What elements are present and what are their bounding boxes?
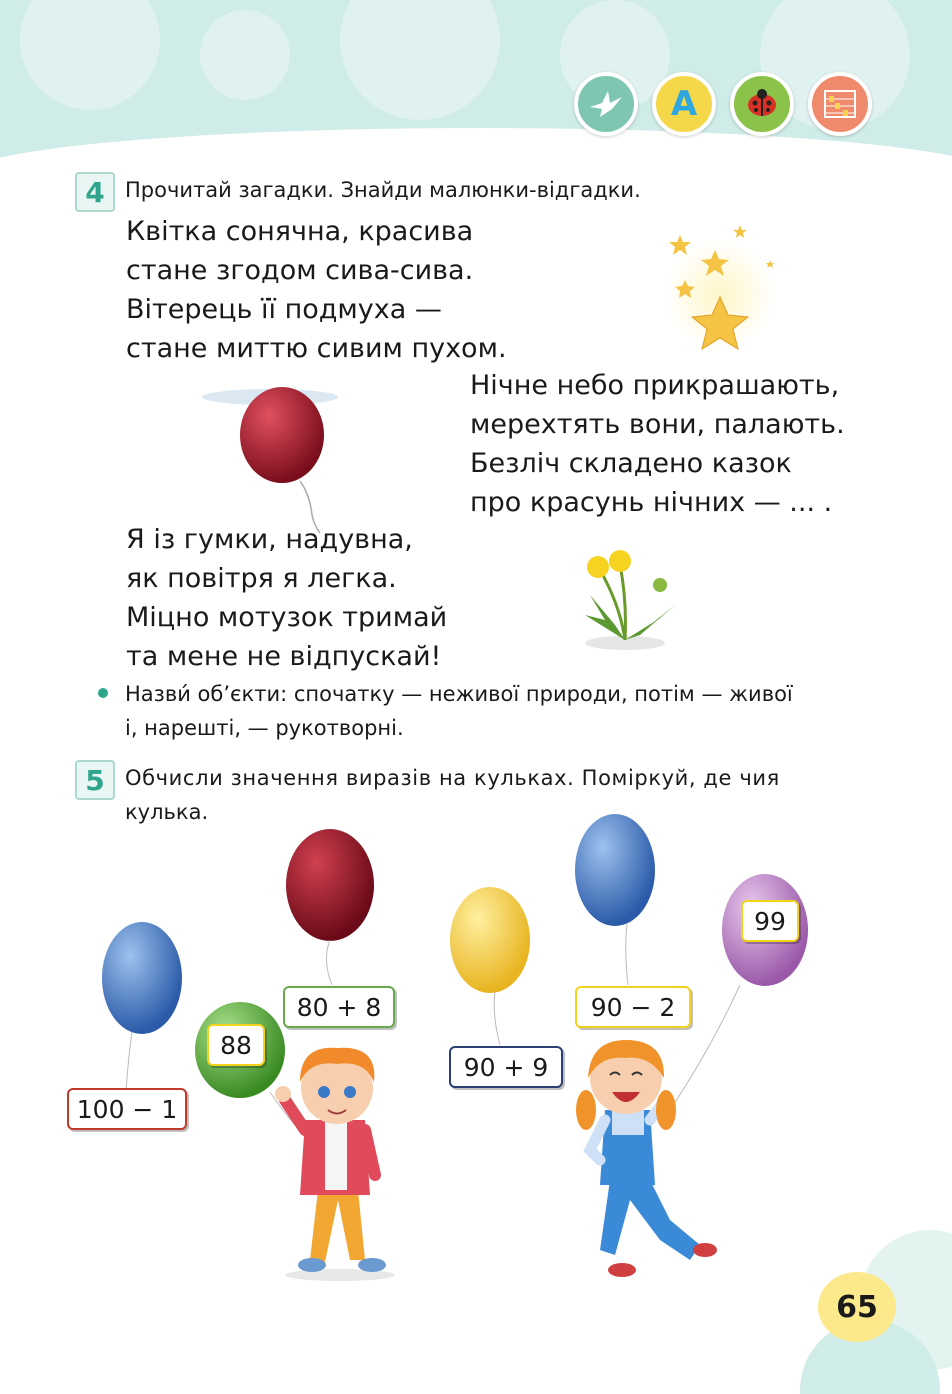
boy-illustration bbox=[275, 1048, 395, 1281]
poem-line: Міцно мотузок тримай bbox=[126, 602, 448, 633]
poem-line: як повітря я легка. bbox=[126, 563, 397, 594]
poem-line: мерехтять вони, палають. bbox=[470, 409, 845, 440]
balloon-picture bbox=[200, 385, 340, 535]
poem-line: стане згодом сива-сива. bbox=[126, 255, 474, 286]
page-number: 65 bbox=[818, 1272, 896, 1342]
riddle-dandelion bbox=[126, 212, 507, 368]
task-number: 4 bbox=[75, 172, 115, 212]
poem-line: про красунь нічних — ... . bbox=[470, 487, 833, 518]
riddle-balloon bbox=[126, 520, 447, 676]
task-instruction: Обчисли значення виразів на кульках. Поміркуй, де чия bbox=[125, 766, 780, 790]
expression-card: 80 + 8 bbox=[283, 986, 395, 1028]
bullet-text-line: і, нарешті, — рукотворні. bbox=[125, 716, 404, 740]
balloon-yellow bbox=[450, 887, 530, 993]
balloon-blue-right bbox=[575, 814, 655, 926]
stars-picture bbox=[660, 215, 780, 360]
task-instruction: кулька. bbox=[125, 800, 209, 824]
girl-illustration bbox=[576, 1040, 717, 1277]
abacus-icon bbox=[808, 72, 872, 136]
poem-line: Вітерець її подмуха — bbox=[126, 294, 442, 325]
poem-line: стане миттю сивим пухом. bbox=[126, 333, 507, 364]
letter-a-glyph: A bbox=[670, 84, 698, 124]
expression-card: 90 + 9 bbox=[449, 1046, 563, 1088]
decor-bubble bbox=[200, 10, 290, 100]
letter-a-icon bbox=[652, 72, 716, 136]
poem-line: Безліч складено казок bbox=[470, 448, 792, 479]
decor-bubble bbox=[340, 0, 500, 120]
bullet-dot bbox=[98, 688, 108, 698]
task-instruction: Прочитай загадки. Знайди малюнки-відгадки. bbox=[125, 178, 641, 202]
poem-line: Я із гумки, надувна, bbox=[126, 524, 413, 555]
balloon-red bbox=[286, 829, 374, 941]
riddle-stars bbox=[470, 366, 845, 522]
answer-card: 99 bbox=[741, 900, 799, 942]
task-number: 5 bbox=[75, 760, 115, 800]
expression-card: 90 − 2 bbox=[575, 986, 691, 1028]
bullet-text-line: Назви́ об’єкти: спочатку — неживої природи, потім — живої bbox=[125, 682, 793, 706]
section-icons bbox=[574, 72, 872, 136]
ladybug-icon bbox=[730, 72, 794, 136]
poem-line: Нічне небо прикрашають, bbox=[470, 370, 840, 401]
decor-bubble bbox=[20, 0, 160, 110]
balloon-blue-left bbox=[102, 922, 182, 1034]
dandelion-picture bbox=[565, 545, 695, 655]
poem-line: Квітка сонячна, красива bbox=[126, 216, 474, 247]
answer-card: 88 bbox=[207, 1024, 265, 1066]
bird-icon bbox=[574, 72, 638, 136]
expression-card: 100 − 1 bbox=[67, 1088, 187, 1130]
poem-line: та мене не відпускай! bbox=[126, 641, 442, 672]
